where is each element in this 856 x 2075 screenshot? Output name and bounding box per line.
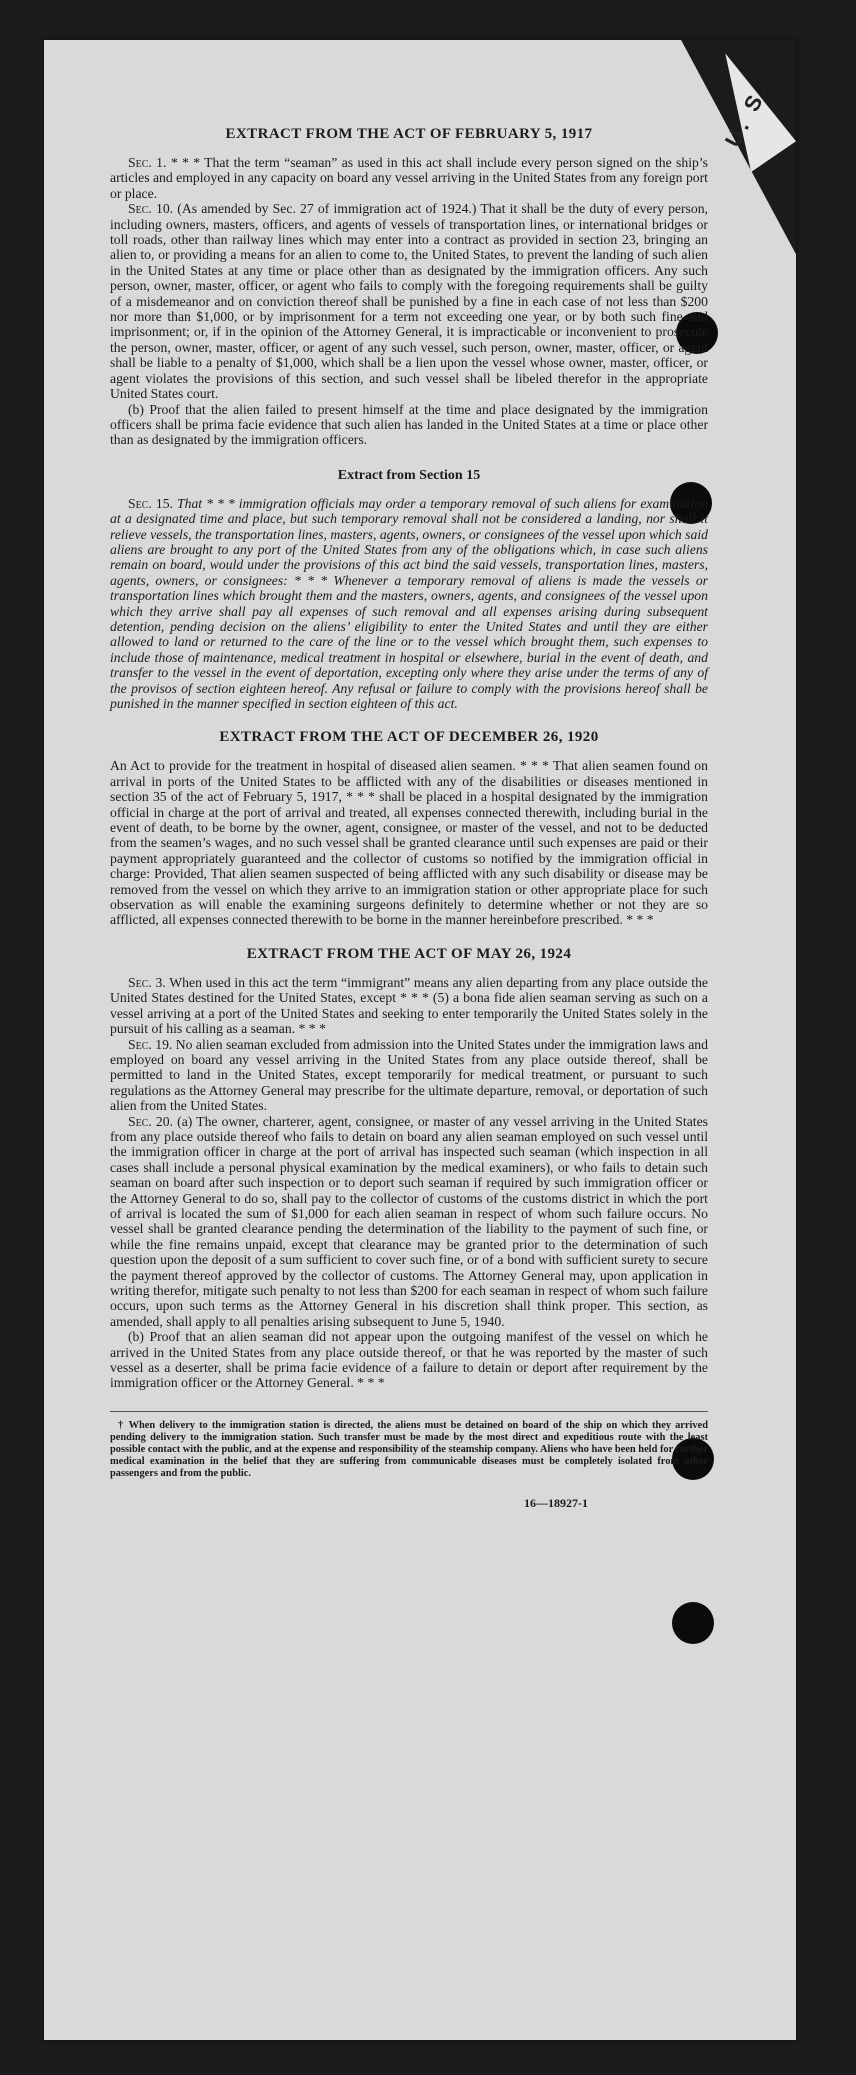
paragraph: Sec. 10. (As amended by Sec. 27 of immigration act of 1924.) That it shall be the duty of every person, including owners, masters, officers, and agents of vessels of transportation lines, or international bridges or toll roads, other than railway lines which may enter into a contract as provided in section 23, bringing an alien to, or providing a means for an alien to come to, the United States, to prevent the landing of such alien in the United States at any time or place other than as designated by the immigration officers. Any such person, owner, master, officer, or agent who fails to comply with the foregoing requirements shall be guilty of a misdemeanor and on conviction thereof shall be punished by a fine in each case of not less than $200 nor more than $1,000, or by imprisonment for a term not exceeding one year, or by both such fine and imprisonment; or, if in the opinion of the Attorney General, it is impracticable or inconvenient to prosecute the person, owner, master, officer, or agent of any such vessel, such person, owner, master, officer, or agent shall be liable to a penalty of $1,000, which shall be a lien upon the vessel whose owner, master, officer, or agent violates the provisions of this section, and such vessel shall be libeled therefor in the appropriate United States court. bbox=[110, 201, 708, 402]
form-number: 16—18927-1 bbox=[524, 1495, 588, 1510]
paragraph: (b) Proof that the alien failed to present himself at the time and place designated by the immigration officers shall be prima facie evidence that such alien has landed in the United States at a time or place other than as designated by the immigration officers. bbox=[110, 401, 708, 448]
section-heading: EXTRACT FROM THE ACT OF DECEMBER 26, 1920 bbox=[219, 729, 599, 746]
corner-stamp: U. S. bbox=[719, 78, 775, 152]
paragraph: Sec. 3. When used in this act the term “immigrant” means any alien departing from any place outside the United States destined for the United States, except * * * (5) a bona fide alien seaman serving as such on a vessel arriving at a port of the United States and seeking to enter temporarily the United States solely in the pursuit of his calling as a seaman. * * * bbox=[110, 974, 708, 1037]
paragraph: Sec. 15. That * * * immigration officials may order a temporary removal of such aliens for examination at a designated time and place, but such temporary removal shall not be considered a landing, nor shall it relieve vessels, the transportation lines, masters, agents, owners, or consignees of the vessel upon which said aliens are brought to any port of the United States from any of the obligations which, in case such aliens remain on board, would under the provisions of this act bind the said vessels, transportation lines, masters, agents, owners, or consignees: * * * Whenever a temporary removal of aliens is made the vessels or transportation lines which brought them and the masters, owners, agents, and consignees of the vessel upon which they arrive shall pay all expenses of such removal and all expenses arising during subsequent detention, pending decision on the aliens’ eligibility to enter the United States and until they are either allowed to land or returned to the care of the line or to the vessel which brought them, such expenses to include those of maintenance, medical treatment in hospital or elsewhere, burial in the event of death, and transfer to the vessel in the event of deportation, excepting only where they arise under the terms of any of the provisos of section eighteen hereof. Any refusal or failure to comply with the provisions hereof shall be punished in the manner specified in section eighteen of this act. bbox=[110, 495, 708, 711]
document-content bbox=[110, 126, 708, 1511]
footnote: † When delivery to the immigration station is directed, the aliens must be detained on board of the ship on which they arrived pending delivery to the immigration station. Such transfer must be made by the most direct and expeditious route with the least possible contact with the public, and at the expense and responsibility of the steamship company. Aliens who have been held for further medical examination in the belief that they are suffering from communicable diseases must be completely isolated from other passengers and from the public. bbox=[110, 1411, 708, 1480]
document-page bbox=[44, 40, 796, 2040]
paragraph: (b) Proof that an alien seaman did not appear upon the outgoing manifest of the vessel on which he arrived in the United States from any place outside thereof, or that he was reported by the master of such vessel as a deserter, shall be prima facie evidence of a failure to detain or deport after requirement by the immigration officer or the Attorney General. * * * bbox=[110, 1329, 708, 1391]
paragraph: Sec. 20. (a) The owner, charterer, agent, consignee, or master of any vessel arriving in the United States from any place outside thereof who fails to detain on board any alien seaman employed on such vessel until the immigration officer in charge at the port of arrival has inspected such seaman (which inspection in all cases shall include a personal physical examination by the medical examiners), or who fails to detain such seaman on board after such inspection or to deport such seaman if required by such immigration officer or the Attorney General to do so, shall pay to the collector of customs of the customs district in which the port of arrival is located the sum of $1,000 for each alien seaman in respect of whom such failure occurs. No vessel shall be granted clearance pending the determination of the liability to the payment of such fine, or while the fine remains unpaid, except that clearance may be granted prior to the determination of such question upon the deposit of a sum sufficient to cover such fine, or of a bond with sufficient surety to secure the payment thereof approved by the collector of customs. The Attorney General may, upon application in writing therefor, mitigate such penalty to not less than $200 for each seaman in respect of whom such failure occurs, upon such terms as the Attorney General in his discretion shall think proper. This section, as amended, shall apply to all penalties arising subsequent to June 5, 1940. bbox=[110, 1113, 708, 1329]
section-heading: EXTRACT FROM THE ACT OF MAY 26, 1924 bbox=[246, 945, 572, 962]
paragraph: An Act to provide for the treatment in hospital of diseased alien seamen. * * * That alien seamen found on arrival in ports of the United States to be afflicted with any of the disabilities or diseases mentioned in section 35 of the act of February 5, 1917, * * * shall be placed in a hospital designated by the immigration official in charge at the port of arrival and treated, all expenses connected therewith, including burial in the event of death, to be borne by the owner, agent, consignee, or master of the vessel, and not to be deducted from the seamen’s wages, and no such vessel shall be granted clearance until such expenses are paid or their payment appropriately guaranteed and the collector of customs so notified by the immigration official in charge: Provided, That alien seamen suspected of being afflicted with any such disability or disease may be removed from the vessel on which they arrive to an immigration station or other appropriate place for such observation as will enable the examining surgeons definitely to determine whether or not they are so afflicted, all expenses connected therewith to be borne in the manner hereinbefore prescribed. * * * bbox=[110, 758, 708, 928]
paragraph: Sec. 19. No alien seaman excluded from admission into the United States under the immigration laws and employed on board any vessel arriving in the United States from any place outside thereof, shall be permitted to land in the United States, except temporarily for medical treatment, or pursuant to such regulations as the Attorney General may prescribe for the ultimate departure, removal, or deportation of such alien from the United States. bbox=[110, 1036, 708, 1114]
section-heading: EXTRACT FROM THE ACT OF FEBRUARY 5, 1917 bbox=[225, 126, 593, 142]
section-subheading: Extract from Section 15 bbox=[337, 467, 481, 483]
punch-hole bbox=[672, 1602, 714, 1644]
paragraph: Sec. 1. * * * That the term “seaman” as used in this act shall include every person signed on the ship’s articles and employed in any capacity on board any vessel arriving in the United States from any foreign port or place. bbox=[110, 155, 708, 201]
